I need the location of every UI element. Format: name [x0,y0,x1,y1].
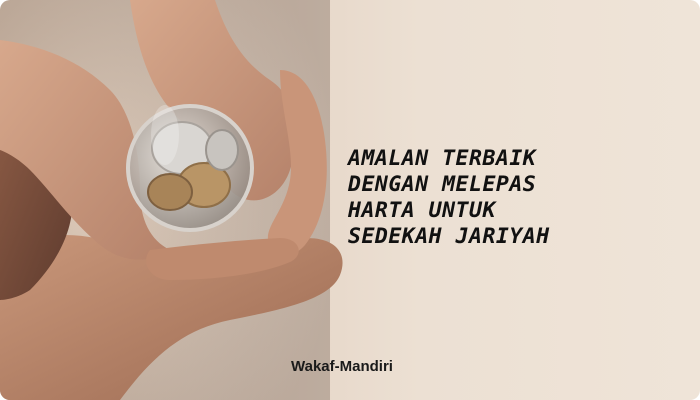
headline-line-4: SEDEKAH JARIYAH [348,224,550,249]
headline [348,146,550,250]
headline-line-3: HARTA UNTUK [348,198,496,223]
jar-highlight [151,105,179,165]
headline-line-2: DENGAN MELEPAS [348,172,537,197]
coin [148,174,192,210]
brand-label: Wakaf-Mandiri [291,358,393,375]
headline-line-1: AMALAN TERBAIK [348,146,537,171]
coin [206,130,238,170]
